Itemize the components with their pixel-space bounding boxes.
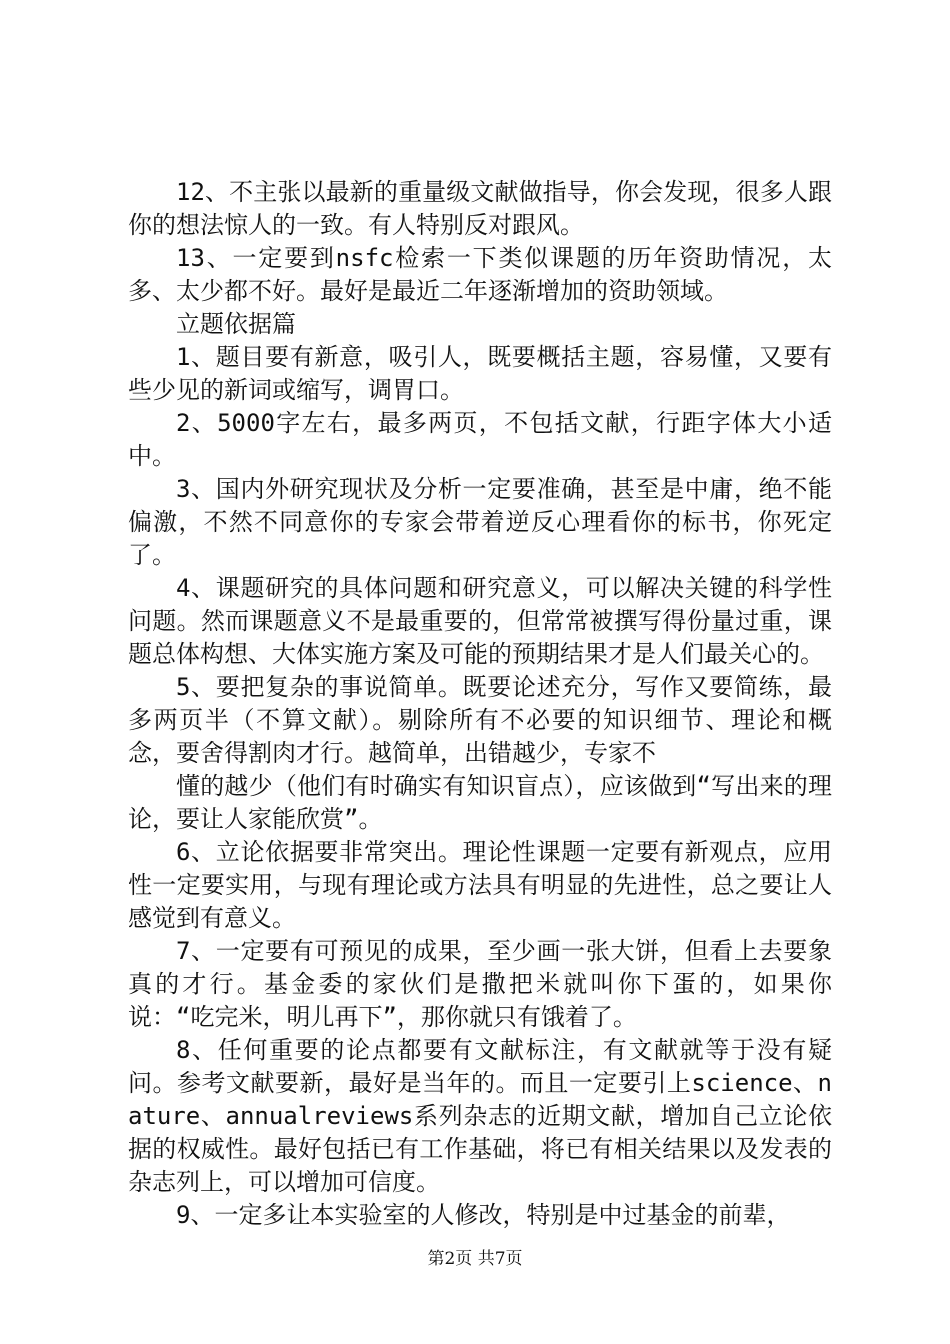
paragraph-1: 1、题目要有新意，吸引人，既要概括主题，容易懂，又要有些少见的新词或缩写，调胃口。 [128,343,832,404]
paragraph-7: 7、一定要有可预见的成果，至少画一张大饼，但看上去要象真的才行。基金委的家伙们是撒把米就叫你下蛋的，如果你说：“吃完米，明儿再下”，那你就只有饿着了。 [128,937,832,1031]
paragraph-8: 8、任何重要的论点都要有文献标注，有文献就等于没有疑问。参考文献要新，最好是当年的。而且一定要引上science、nature、annualreviews系列杂志的近期文献，增加自己立论依据的权威性。最好包括已有工作基础，将已有相关结果以及发表的杂志列上，可以增加可信度。 [128,1036,832,1196]
section-heading: 立题依据篇 [176,310,296,338]
document-body [128,176,832,1232]
paragraph-2: 2、5000字左右，最多两页，不包括文献，行距字体大小适中。 [128,409,832,470]
paragraph-5: 5、要把复杂的事说简单。既要论述充分，写作又要简练，最多两页半（不算文献）。剔除所有不必要的知识细节、理论和概念，要舍得割肉才行。越简单，出错越少，专家不 [128,673,832,767]
paragraph-9: 9、一定多让本实验室的人修改，特别是中过基金的前辈， [176,1201,791,1229]
paragraph-3: 3、国内外研究现状及分析一定要准确，甚至是中庸，绝不能偏激，不然不同意你的专家会带着逆反心理看你的标书，你死定了。 [128,475,832,569]
paragraph-12: 12、不主张以最新的重量级文献做指导，你会发现，很多人跟你的想法惊人的一致。有人特别反对跟风。 [128,178,832,239]
paragraph-4: 4、课题研究的具体问题和研究意义，可以解决关键的科学性问题。然而课题意义不是最重要的，但常常被撰写得份量过重，课题总体构想、大体实施方案及可能的预期结果才是人们最关心的。 [128,574,832,668]
paragraph-5-continued: 懂的越少（他们有时确实有知识盲点），应该做到“写出来的理论，要让人家能欣赏”。 [128,772,832,833]
page-number-footer: 第2页 共7页 [427,1249,523,1269]
paragraph-6: 6、立论依据要非常突出。理论性课题一定要有新观点，应用性一定要实用，与现有理论或方法具有明显的先进性，总之要让人感觉到有意义。 [128,838,832,932]
paragraph-13: 13、一定要到nsfc检索一下类似课题的历年资助情况，太多、太少都不好。最好是最近二年逐渐增加的资助领域。 [128,244,832,305]
